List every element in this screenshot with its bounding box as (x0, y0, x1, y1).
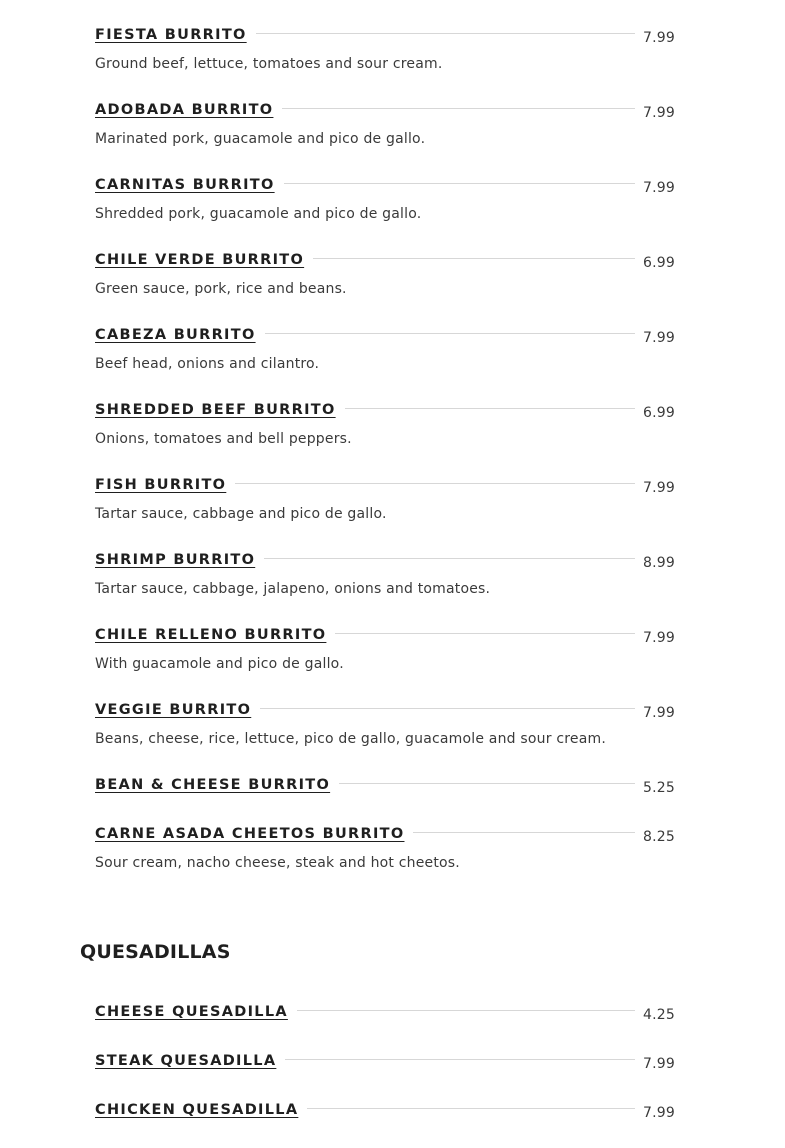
item-description: Beef head, onions and cilantro. (95, 356, 320, 372)
menu-item-chile-verde-burrito (95, 252, 675, 297)
dotted-leader (345, 408, 635, 409)
item-name-link[interactable]: SHREDDED BEEF BURRITO (95, 402, 336, 418)
menu-item-fiesta-burrito (95, 27, 675, 72)
item-description: Marinated pork, guacamole and pico de gallo. (95, 131, 426, 147)
item-description: Ground beef, lettuce, tomatoes and sour cream. (95, 56, 443, 72)
menu-item-cabeza-burrito (95, 327, 675, 372)
menu-item-cheese-quesadilla (95, 1004, 675, 1026)
item-description: Tartar sauce, cabbage and pico de gallo. (95, 506, 387, 522)
item-price: 7.99 (643, 330, 675, 346)
menu-item-shredded-beef-burrito (95, 402, 675, 447)
item-description: Green sauce, pork, rice and beans. (95, 281, 347, 297)
item-price: 6.99 (643, 255, 675, 271)
item-name-link[interactable]: FISH BURRITO (95, 477, 227, 493)
item-price: 7.99 (643, 705, 675, 721)
item-price: 7.99 (643, 180, 675, 196)
menu-item-chicken-quesadilla (95, 1102, 675, 1124)
menu-item-bean-cheese-burrito (95, 777, 675, 799)
dotted-leader (297, 1010, 635, 1011)
item-name-link[interactable]: ADOBADA BURRITO (95, 102, 274, 118)
item-name-link[interactable]: CARNE ASADA CHEETOS BURRITO (95, 826, 405, 842)
item-price: 7.99 (643, 630, 675, 646)
section-title-quesadillas: QUESADILLAS (80, 941, 231, 963)
item-price: 7.99 (643, 30, 675, 46)
dotted-leader (339, 783, 635, 784)
item-price: 4.25 (643, 1007, 675, 1023)
item-price: 8.99 (643, 555, 675, 571)
item-name-link[interactable]: CHILE RELLENO BURRITO (95, 627, 327, 643)
item-description: Beans, cheese, rice, lettuce, pico de gallo, guacamole and sour cream. (95, 731, 606, 747)
cutoff-section-heading (95, 0, 405, 2)
dotted-leader (413, 832, 635, 833)
item-name-link[interactable]: FIESTA BURRITO (95, 27, 247, 43)
dotted-leader (335, 633, 635, 634)
item-name-link[interactable]: CHICKEN QUESADILLA (95, 1102, 299, 1118)
item-name-link[interactable]: CHILE VERDE BURRITO (95, 252, 305, 268)
item-name-link[interactable]: SHRIMP BURRITO (95, 552, 256, 568)
dotted-leader (264, 558, 635, 559)
dotted-leader (260, 708, 635, 709)
dotted-leader (282, 108, 635, 109)
item-name-link[interactable]: CHEESE QUESADILLA (95, 1004, 288, 1020)
dotted-leader (313, 258, 635, 259)
dotted-leader (285, 1059, 635, 1060)
menu-item-shrimp-burrito (95, 552, 675, 597)
dotted-leader (265, 333, 635, 334)
item-price: 6.99 (643, 405, 675, 421)
item-description: Shredded pork, guacamole and pico de gallo. (95, 206, 422, 222)
item-name-link[interactable]: STEAK QUESADILLA (95, 1053, 277, 1069)
menu-item-steak-quesadilla (95, 1053, 675, 1075)
dotted-leader (256, 33, 635, 34)
dotted-leader (235, 483, 635, 484)
item-name-link[interactable]: BEAN & CHEESE BURRITO (95, 777, 331, 793)
item-price: 5.25 (643, 780, 675, 796)
menu-item-adobada-burrito (95, 102, 675, 147)
item-price: 7.99 (643, 105, 675, 121)
menu-item-carnitas-burrito (95, 177, 675, 222)
dotted-leader (284, 183, 635, 184)
dotted-leader (307, 1108, 635, 1109)
item-name-link[interactable]: CARNITAS BURRITO (95, 177, 275, 193)
item-description: Onions, tomatoes and bell peppers. (95, 431, 352, 447)
item-description: With guacamole and pico de gallo. (95, 656, 344, 672)
item-price: 7.99 (643, 1056, 675, 1072)
menu-item-fish-burrito (95, 477, 675, 522)
item-name-link[interactable]: CABEZA BURRITO (95, 327, 256, 343)
item-price: 7.99 (643, 480, 675, 496)
item-description: Sour cream, nacho cheese, steak and hot cheetos. (95, 855, 460, 871)
item-description: Tartar sauce, cabbage, jalapeno, onions and tomatoes. (95, 581, 491, 597)
item-name-link[interactable]: VEGGIE BURRITO (95, 702, 252, 718)
menu-item-veggie-burrito (95, 702, 675, 747)
item-price: 7.99 (643, 1105, 675, 1121)
menu-item-chile-relleno-burrito (95, 627, 675, 672)
item-price: 8.25 (643, 829, 675, 845)
menu-item-carne-asada-cheetos-burrito (95, 826, 675, 871)
